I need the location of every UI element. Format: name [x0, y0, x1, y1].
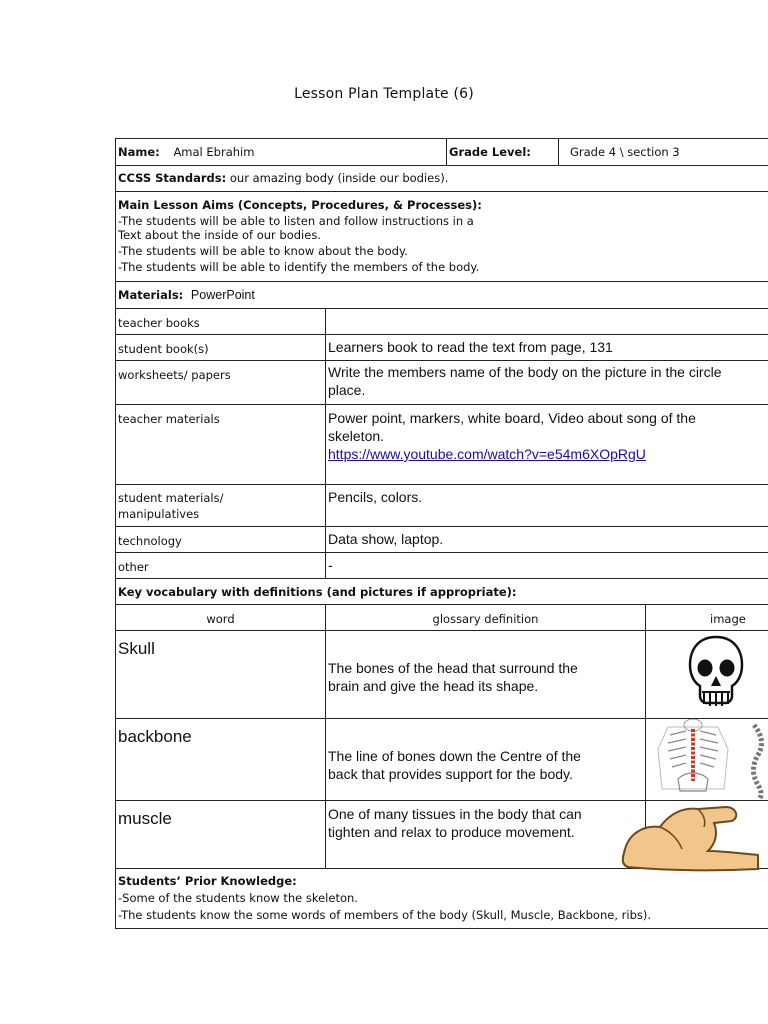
materials-item-row [116, 527, 768, 553]
name-value: Amal Ebrahim [173, 145, 255, 159]
vocab-definition-line2: back that provides support for the body. [328, 766, 573, 782]
materials-item-value: Power point, markers, white board, Video about song of the [328, 410, 696, 426]
materials-item-label: student materials/ [118, 491, 224, 505]
name-label: Name: [118, 145, 160, 159]
spine-icon [742, 719, 768, 801]
materials-value: PowerPoint [190, 288, 255, 302]
materials-item-label: worksheets/ papers [118, 368, 231, 382]
materials-item-row [116, 405, 768, 485]
materials-item-value: Pencils, colors. [325, 485, 768, 526]
grade-label: Grade Level: [449, 145, 531, 159]
materials-item-label: student book(s) [118, 342, 209, 356]
materials-item-value: Data show, laptop. [325, 527, 768, 552]
materials-item-label: teacher books [118, 316, 200, 330]
materials-label: Materials: [118, 288, 184, 302]
materials-item-label: teacher materials [118, 412, 220, 426]
aim-line: -The students will be able to listen and follow instructions in a [118, 214, 474, 228]
materials-item-row [116, 553, 768, 579]
prior-knowledge-line: -The students know the some words of members of the body (Skull, Muscle, Backbone, ribs). [118, 908, 652, 922]
aim-line: -The students will be able to know about the body. [118, 244, 408, 258]
prior-knowledge-row [116, 869, 768, 929]
aim-line: -The students will be able to identify the members of the body. [118, 260, 480, 274]
prior-knowledge-line: -Some of the students know the skeleton. [118, 891, 358, 905]
flexed-arm-icon [618, 803, 768, 873]
materials-item-row [116, 335, 768, 361]
materials-item-row [116, 485, 768, 527]
materials-item-value: - [325, 553, 768, 578]
ccss-label: CCSS Standards: [118, 171, 227, 185]
materials-item-label: technology [118, 534, 182, 548]
materials-item-label-line2: manipulatives [118, 507, 200, 521]
aims-row [116, 192, 768, 282]
materials-item-label: other [118, 560, 149, 574]
video-link[interactable]: https://www.youtube.com/watch?v=e54m6XOpRgU [328, 446, 646, 462]
materials-item-value: Write the members name of the body on the picture in the circle [328, 364, 722, 380]
materials-item-value-line2: place. [328, 382, 366, 398]
vocab-definition-line2: brain and give the head its shape. [328, 678, 539, 694]
vocab-definition: One of many tissues in the body that can [328, 806, 582, 822]
vocab-header-image: image [645, 605, 768, 630]
vocab-entry-row [116, 631, 768, 719]
ccss-value: our amazing body (inside our bodies). [226, 171, 449, 185]
materials-item-value: Learners book to read the text from page, 131 [325, 335, 768, 360]
vocab-word: backbone [118, 727, 192, 746]
vocab-header-row [116, 605, 768, 631]
skull-icon [686, 634, 746, 716]
document-title: Lesson Plan Template (6) [294, 86, 474, 102]
vocab-entry-row [116, 719, 768, 801]
vocab-header-word: word [206, 612, 235, 626]
aims-label: Main Lesson Aims (Concepts, Procedures, & Processes): [118, 198, 482, 212]
vocab-label: Key vocabulary with definitions (and pictures if appropriate): [118, 585, 517, 599]
aim-line: Text about the inside of our bodies. [118, 228, 321, 242]
ccss-row [116, 166, 768, 192]
lesson-plan-table [115, 138, 768, 929]
materials-item-value [325, 309, 768, 334]
vocab-word: Skull [118, 639, 155, 658]
vocab-definition-line2: tighten and relax to produce movement. [328, 824, 575, 840]
prior-knowledge-label: Students’ Prior Knowledge: [118, 874, 297, 888]
skeleton-back-icon [648, 719, 738, 801]
materials-item-value-line2: skeleton. [328, 428, 385, 444]
materials-item-row [116, 361, 768, 405]
vocab-row [116, 579, 768, 605]
name-row [116, 139, 768, 166]
materials-row [116, 282, 768, 309]
vocab-definition: The bones of the head that surround the [328, 660, 578, 676]
vocab-word: muscle [118, 809, 172, 828]
vocab-entry-row [116, 801, 768, 869]
grade-value: Grade 4 \ section 3 [570, 145, 680, 159]
materials-item-row [116, 309, 768, 335]
vocab-definition: The line of bones down the Centre of the [328, 748, 581, 764]
vocab-header-definition: glossary definition [325, 605, 645, 630]
